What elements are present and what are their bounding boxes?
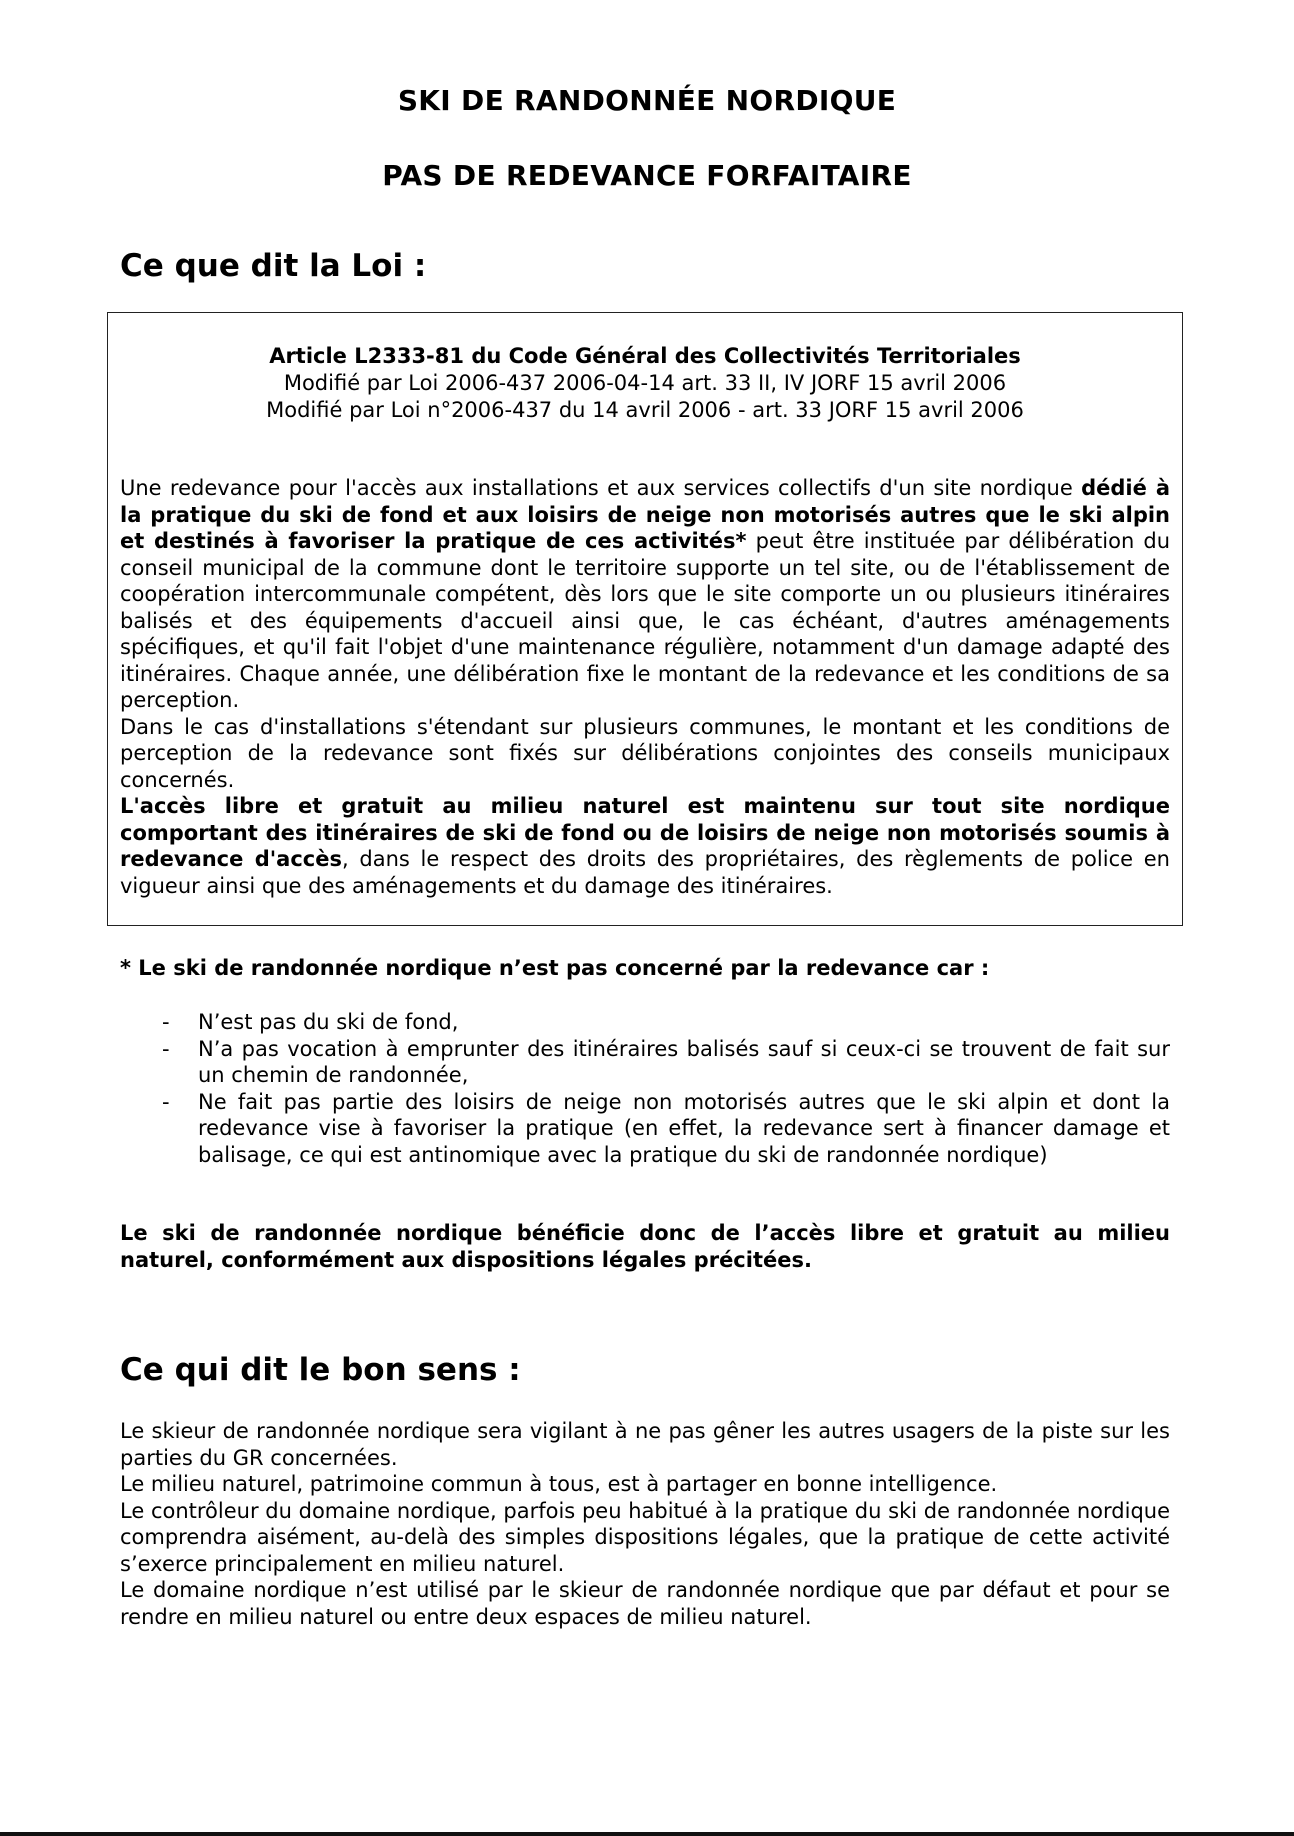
page-bottom-border xyxy=(0,1832,1294,1836)
article-paragraph-3 xyxy=(120,793,1170,899)
list-item xyxy=(120,1009,1170,1036)
article-header xyxy=(108,343,1182,424)
article-modified-1: Modifié par Loi 2006-437 2006-04-14 art. 33 II, IV JORF 15 avril 2006 xyxy=(283,371,1007,395)
sense-paragraph: Le skieur de randonnée nordique sera vigilant à ne pas gêner les autres usagers de la piste sur les parties du GR concernées. xyxy=(120,1419,1170,1470)
article-paragraph-1 xyxy=(120,475,1170,714)
article-p1-start: Une redevance pour l'accès aux installations et aux services collectifs d'un site nordique xyxy=(120,476,1082,500)
bullet-list xyxy=(120,1009,1170,1168)
sense-paragraph: Le milieu naturel, patrimoine commun à tous, est à partager en bonne intelligence. xyxy=(120,1472,998,1496)
sense-paragraph: Le domaine nordique n’est utilisé par le skieur de randonnée nordique que par défaut et pour se rendre en milieu naturel ou entre deux espaces de milieu naturel. xyxy=(120,1578,1170,1629)
sense-body xyxy=(120,1418,1170,1630)
bullet-text: Ne fait pas partie des loisirs de neige non motorisés autres que le ski alpin et dont la redevance vise à favoriser la pratique (en effet, la redevance sert à financer damage et balisage, ce qui est antinomique avec la pratique du ski de randonnée nordique) xyxy=(198,1089,1170,1167)
section-heading-sense: Ce qui dit le bon sens : xyxy=(120,1352,521,1388)
article-p1-end: peut être instituée par délibération du conseil municipal de la commune dont le territoire supporte un tel site, ou de l'établissement de coopération intercommunale compétent, dès lors que le site comporte un ou plusieurs itinéraires balisés et des équipements d'accueil ainsi que, le cas échéant, d'autres aménagements spécifiques, et qu'il fait l'objet d'une maintenance régulière, notamment d'un damage adapté des itinéraires. Chaque année, une délibération fixe le montant de la redevance et les conditions de sa perception. xyxy=(120,529,1170,712)
bullet-dash: - xyxy=(162,1089,170,1114)
bullet-text: N’a pas vocation à emprunter des itinéraires balisés sauf si ceux-ci se trouvent de fait sur un chemin de randonnée, xyxy=(198,1036,1170,1087)
article-modified-2: Modifié par Loi n°2006-437 du 14 avril 2006 - art. 33 JORF 15 avril 2006 xyxy=(266,398,1024,422)
bullet-dash: - xyxy=(162,1036,170,1061)
article-p1-bold: dédié à la pratique du ski de fond et aux loisirs de neige non motorisés autres que le ski alpin et destinés à favoriser la pratique de ces activités* xyxy=(120,476,1171,553)
article-paragraph-2: Dans le cas d'installations s'étendant sur plusieurs communes, le montant et les conditions de perception de la redevance sont fixés sur délibérations conjointes des conseils municipaux concernés. xyxy=(120,714,1170,792)
document-title: SKI DE RANDONNÉE NORDIQUE xyxy=(397,84,897,117)
article-heading: Article L2333-81 du Code Général des Collectivités Territoriales xyxy=(269,344,1021,368)
article-p3-end: , dans le respect des droits des propriétaires, des règlements de police en vigueur ainsi que des aménagements et du damage des itinéraires. xyxy=(120,847,1170,898)
bullet-dash: - xyxy=(162,1010,170,1034)
sense-paragraph: Le contrôleur du domaine nordique, parfois peu habitué à la pratique du ski de randonnée nordique comprendra aisément, au-delà des simples dispositions légales, que la pratique de cette activité s’exerce principalement en milieu naturel. xyxy=(120,1498,1170,1576)
conclusion: Le ski de randonnée nordique bénéficie donc de l’accès libre et gratuit au milieu naturel, conformément aux dispositions légales précitées. xyxy=(120,1221,1170,1272)
list-item xyxy=(120,1089,1170,1169)
bullet-text: N’est pas du ski de fond, xyxy=(198,1010,459,1034)
list-item xyxy=(120,1036,1170,1089)
section-heading-law: Ce que dit la Loi : xyxy=(120,248,427,284)
article-body xyxy=(120,475,1170,899)
note-heading: * Le ski de randonnée nordique n’est pas concerné par la redevance car : xyxy=(120,956,990,980)
document-subtitle: PAS DE REDEVANCE FORFAITAIRE xyxy=(382,159,912,192)
article-p3-bold: L'accès libre et gratuit au milieu naturel est maintenu sur tout site nordique comportant des itinéraires de ski de fond ou de loisirs de neige non motorisés soumis à redevance d'accès xyxy=(120,794,1170,871)
